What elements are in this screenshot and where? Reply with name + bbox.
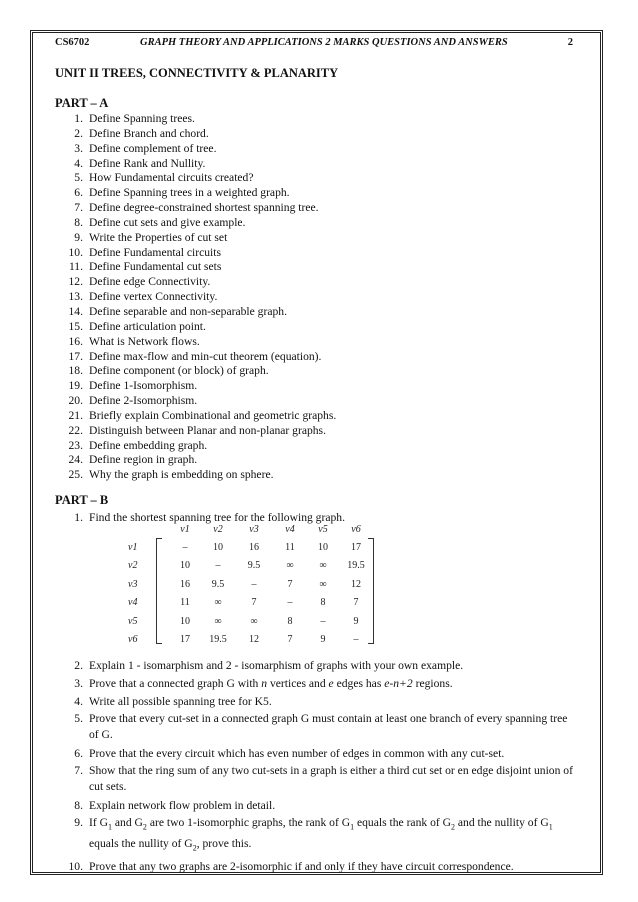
question-text: Define Branch and chord.: [89, 126, 209, 140]
matrix-cell: 17: [180, 634, 190, 645]
question-text: Define Spanning trees in a weighted graph.: [89, 186, 290, 200]
part-a-heading: PART – A: [55, 96, 109, 110]
list-item: [55, 157, 575, 172]
question-text: Prove that any two graphs are 2-isomorphic if and only if they have circuit correspondence.: [89, 859, 514, 873]
list-item: [55, 364, 575, 379]
question-number: 16.: [68, 334, 83, 348]
question-number: 1.: [74, 511, 83, 524]
list-item: [55, 201, 575, 216]
matrix-cell: 7: [287, 579, 293, 590]
question-number: 9.: [74, 230, 83, 244]
list-item: [55, 409, 575, 424]
question-number: 10.: [68, 245, 83, 259]
list-item: [55, 246, 575, 261]
matrix-cell: –: [251, 579, 257, 590]
matrix-cell: –: [182, 542, 188, 553]
question-text: Define embedding graph.: [89, 438, 208, 452]
list-item: [55, 453, 575, 468]
question-number: 4.: [74, 156, 83, 170]
list-item: [55, 675, 575, 693]
matrix-cell: 7: [287, 634, 293, 645]
matrix-cell: 16: [249, 542, 259, 553]
matrix-cell: 17: [351, 542, 361, 553]
question-text: Write all possible spanning tree for K5.: [89, 694, 272, 708]
question-text: Define vertex Connectivity.: [89, 290, 218, 304]
question-text-part: If G: [89, 815, 108, 829]
question-number: 17.: [68, 349, 83, 363]
list-item: [55, 693, 575, 711]
question-text: Prove that the every circuit which has even number of edges in common with any cut-set.: [89, 746, 505, 760]
column-label: v4: [285, 524, 295, 535]
matrix-cell: 16: [180, 579, 190, 590]
row-label: v4: [128, 597, 138, 608]
list-item: [55, 657, 575, 675]
subscript: 1: [350, 822, 355, 832]
header-title: GRAPH THEORY AND APPLICATIONS 2 MARKS QUESTIONS AND ANSWERS: [140, 37, 508, 48]
question-text-part: and the nullity of G: [455, 815, 549, 829]
question-number: 4.: [74, 694, 83, 708]
question-number: 5.: [74, 171, 83, 185]
list-item: [55, 171, 575, 186]
list-item: [55, 763, 575, 796]
question-text: Distinguish between Planar and non-planar graphs.: [89, 423, 326, 437]
matrix-cell: –: [320, 616, 326, 627]
matrix-cell: –: [215, 560, 221, 571]
question-number: 6.: [74, 186, 83, 200]
list-item: [55, 379, 575, 394]
row-label: v5: [128, 616, 138, 627]
list-item: [55, 424, 575, 439]
question-number: 15.: [68, 319, 83, 333]
list-item: [55, 468, 575, 483]
page-number: 2: [567, 37, 573, 48]
matrix-left-bracket: [156, 538, 162, 644]
question-number: 20.: [68, 394, 83, 408]
matrix-cell: 12: [351, 579, 361, 590]
question-number: 13.: [68, 290, 83, 304]
question-text: Define max-flow and min-cut theorem (equation).: [89, 349, 322, 363]
question-text-part: equals the rank of G: [354, 815, 451, 829]
matrix-cell: ∞: [319, 579, 327, 590]
matrix-cell: 19.5: [347, 560, 365, 571]
matrix-cell: 9.5: [247, 560, 261, 571]
list-item: [55, 216, 575, 231]
list-item: [55, 320, 575, 335]
subscript: 2: [142, 822, 147, 832]
list-item: [55, 231, 575, 246]
question-number: 7.: [74, 763, 83, 777]
row-label: v1: [128, 542, 138, 553]
matrix-cell: –: [287, 597, 293, 608]
matrix-cell: 11: [180, 597, 190, 608]
matrix-cell: 19.5: [209, 634, 227, 645]
list-item: [55, 745, 575, 763]
matrix-cell: 8: [287, 616, 293, 627]
matrix-cell: ∞: [250, 616, 258, 627]
unit-title: UNIT II TREES, CONNECTIVITY & PLANARITY: [55, 66, 339, 80]
matrix-cell: 9: [353, 616, 359, 627]
row-label: v2: [128, 560, 138, 571]
matrix-cell: 8: [320, 597, 326, 608]
question-text: Define separable and non-separable graph.: [89, 304, 287, 318]
matrix-cell: 10: [318, 542, 328, 553]
question-text: Prove that every cut-set in a connected graph G must contain at least one branch of every spanning tree of G.: [89, 711, 568, 742]
question-text-part: are two 1-isomorphic graphs, the rank of G: [146, 815, 351, 829]
matrix-cell: 10: [180, 560, 190, 571]
part-a-question-list: [55, 112, 575, 483]
list-item: [55, 858, 575, 876]
question-number: 11.: [68, 260, 83, 274]
column-label: v5: [318, 524, 328, 535]
list-item: [55, 711, 575, 744]
question-number: 6.: [74, 746, 83, 760]
list-item: [55, 142, 575, 157]
list-item: [55, 186, 575, 201]
question-text-part: edges has: [333, 676, 385, 690]
matrix-cell: 7: [251, 597, 257, 608]
question-text: What is Network flows.: [89, 334, 200, 348]
question-number: 25.: [68, 468, 83, 482]
question-text: Define cut sets and give example.: [89, 215, 246, 229]
list-item: [55, 394, 575, 409]
part-b-question-list: [55, 657, 575, 876]
question-number: 9.: [74, 815, 83, 829]
matrix-cell: ∞: [286, 560, 294, 571]
question-number: 12.: [68, 275, 83, 289]
list-item: [55, 335, 575, 350]
matrix-cell: 7: [353, 597, 359, 608]
question-number: 8.: [74, 799, 83, 812]
list-item: [55, 350, 575, 365]
list-item: [55, 290, 575, 305]
variable-n: n: [261, 676, 268, 690]
weight-matrix: [128, 524, 378, 646]
question-text-part: and G: [112, 815, 143, 829]
question-number: 1.: [74, 112, 83, 125]
question-number: 23.: [68, 438, 83, 452]
subscript: 1: [108, 822, 112, 832]
question-number: 2.: [74, 659, 83, 672]
matrix-cell: 11: [285, 542, 295, 553]
question-text: Find the shortest spanning tree for the following graph.: [89, 511, 345, 524]
column-label: v6: [351, 524, 361, 535]
question-text: Define complement of tree.: [89, 141, 217, 155]
matrix-cell: 12: [249, 634, 259, 645]
list-item: [55, 275, 575, 290]
question-text-part: regions.: [412, 676, 453, 690]
subscript: 1: [548, 822, 553, 832]
question-number: 14.: [68, 304, 83, 318]
course-code: CS6702: [55, 37, 90, 48]
question-number: 19.: [68, 379, 83, 393]
row-label: v6: [128, 634, 138, 645]
question-text: Define Fundamental circuits: [89, 245, 221, 259]
question-number: 21.: [68, 408, 83, 422]
question-text: Briefly explain Combinational and geometric graphs.: [89, 408, 337, 422]
list-item: [55, 112, 575, 127]
list-item: [55, 797, 575, 815]
question-text: Define 1-Isomorphism.: [89, 379, 198, 393]
question-text: Show that the ring sum of any two cut-sets in a graph is either a third cut set or en edge disjoint union of cut sets.: [89, 763, 573, 794]
question-text: Define articulation point.: [89, 319, 206, 333]
part-b-heading: PART – B: [55, 493, 109, 507]
question-text: Define Rank and Nullity.: [89, 156, 206, 170]
question-text: Explain network flow problem in detail.: [89, 799, 276, 812]
question-number: 18.: [68, 364, 83, 378]
question-text: Define degree-constrained shortest spanning tree.: [89, 201, 319, 215]
matrix-right-bracket: [368, 538, 374, 644]
question-text: Explain 1 - isomarphism and 2 - isomarphism of graphs with your own example.: [89, 659, 464, 672]
question-text-part: vertices and: [267, 676, 329, 690]
matrix-cell: 10: [213, 542, 223, 553]
question-number: 22.: [68, 423, 83, 437]
matrix-cell: ∞: [214, 597, 222, 608]
matrix-cell: 9.5: [211, 579, 225, 590]
question-number: 3.: [74, 676, 83, 690]
subscript: 2: [451, 822, 455, 832]
list-item: [55, 815, 575, 857]
list-item: [55, 127, 575, 142]
expression: e-n+2: [384, 676, 413, 690]
question-number: 24.: [68, 453, 83, 467]
question-text: Define region in graph.: [89, 453, 198, 467]
subscript: 2: [192, 843, 197, 853]
question-number: 7.: [74, 201, 83, 215]
variable-e: e: [328, 676, 334, 690]
matrix-cell: ∞: [319, 560, 327, 571]
question-text: How Fundamental circuits created?: [89, 171, 254, 185]
question-text: Define 2-Isomorphism.: [89, 394, 198, 408]
matrix-cell: –: [353, 634, 359, 645]
question-text: Define Spanning trees.: [89, 112, 195, 125]
list-item: [55, 305, 575, 320]
question-text: Define component (or block) of graph.: [89, 364, 269, 378]
question-number: 8.: [74, 215, 83, 229]
matrix-cell: 9: [320, 634, 326, 645]
list-item: [55, 439, 575, 454]
question-number: 5.: [74, 711, 83, 725]
question-text: Define edge Connectivity.: [89, 275, 211, 289]
question-number: 2.: [74, 126, 83, 140]
row-label: v3: [128, 579, 138, 590]
question-number: 3.: [74, 141, 83, 155]
matrix-cell: 10: [180, 616, 190, 627]
question-text-part: , prove this.: [196, 836, 252, 850]
question-text-part: equals the nullity of G: [89, 836, 193, 850]
column-label: v2: [213, 524, 223, 535]
page-header: [55, 37, 573, 53]
question-text-part: Prove that a connected graph G with: [89, 676, 262, 690]
matrix-cell: ∞: [214, 616, 222, 627]
list-item: [55, 260, 575, 275]
column-label: v1: [180, 524, 190, 535]
question-text: Why the graph is embedding on sphere.: [89, 468, 274, 482]
question-number: 10.: [68, 859, 83, 873]
question-text: Define Fundamental cut sets: [89, 260, 222, 274]
question-text: Write the Properties of cut set: [89, 230, 228, 244]
column-label: v3: [249, 524, 259, 535]
